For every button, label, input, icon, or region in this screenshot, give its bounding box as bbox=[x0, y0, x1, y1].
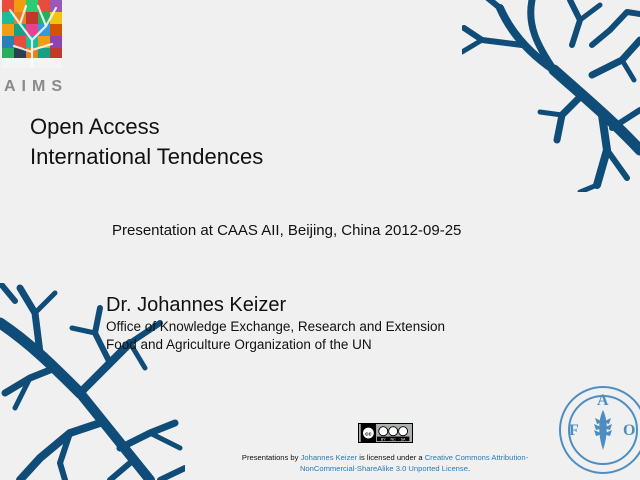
license-notice bbox=[190, 452, 580, 474]
license-suffix: . bbox=[467, 464, 471, 473]
cc-badge-nc: NC bbox=[390, 437, 396, 442]
cc-badge-sa: SA bbox=[400, 437, 406, 442]
fao-letter-f: F bbox=[569, 422, 579, 439]
presentation-title bbox=[30, 112, 263, 172]
svg-text:cc: cc bbox=[365, 431, 372, 438]
author-block bbox=[106, 292, 445, 354]
author-link[interactable]: Johannes Keizer bbox=[300, 453, 358, 462]
affiliation-line-2: Food and Agriculture Organization of the UN bbox=[106, 337, 372, 352]
aims-logo bbox=[2, 0, 66, 100]
title-line-1: Open Access bbox=[30, 114, 160, 139]
title-line-2: International Tendences bbox=[30, 144, 264, 169]
fao-logo-icon bbox=[548, 380, 640, 480]
aims-logo-text: AIMS bbox=[4, 78, 68, 95]
coral-decoration-top-right bbox=[462, 0, 640, 192]
license-link-part-1[interactable]: Creative Commons Attribution- bbox=[424, 453, 529, 462]
license-middle: is licensed under a bbox=[357, 453, 425, 462]
cc-badge-by: BY bbox=[380, 437, 386, 442]
fao-letter-o: O bbox=[623, 422, 636, 439]
affiliation-line-1: Office of Knowledge Exchange, Research and Extension bbox=[106, 319, 445, 334]
creative-commons-badge-icon[interactable] bbox=[358, 423, 413, 443]
aims-mosaic-icon bbox=[2, 0, 62, 68]
fao-letter-a: A bbox=[597, 392, 609, 409]
license-prefix: Presentations by bbox=[241, 453, 301, 462]
presentation-info: Presentation at CAAS AII, Beijing, China 2012-09-25 bbox=[112, 222, 462, 239]
license-link-part-2[interactable]: NonCommercial-ShareAlike 3.0 Unported License bbox=[299, 464, 468, 473]
author-name: Dr. Johannes Keizer bbox=[106, 294, 287, 316]
